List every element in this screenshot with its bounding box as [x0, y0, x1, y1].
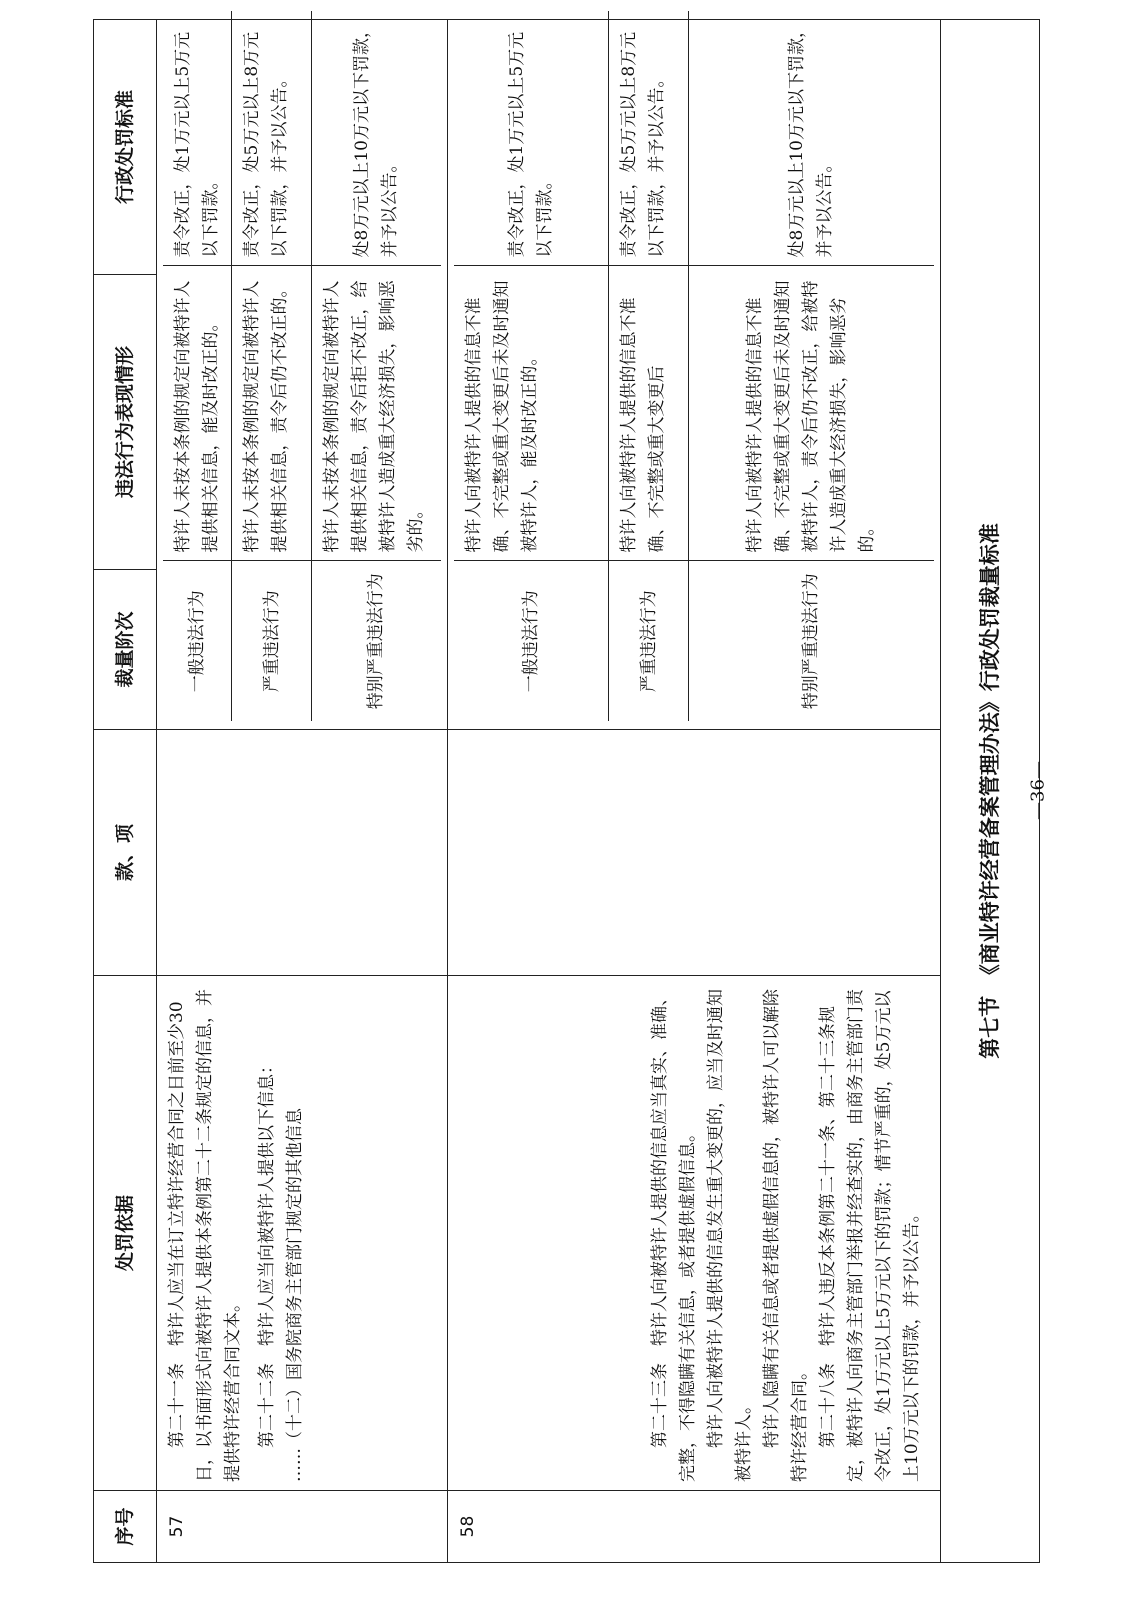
section-row — [940, 20, 1039, 1563]
header-clause: 款、项 — [94, 730, 157, 976]
header-basis: 处罚依据 — [94, 976, 157, 1491]
level-label: 严重违法行为 — [609, 561, 689, 721]
basis-paragraph: 第二十二条 特许人应当向被特许人提供以下信息： — [257, 1057, 277, 1448]
section-title: 第七节 《商业特许经营备案管理办法》行政处罚裁量标准 — [940, 20, 1039, 1563]
basis-paragraph: ……（十二）国务院商务主管部门规定的其他信息 — [285, 1108, 305, 1482]
level-label: 特别严重违法行为 — [312, 561, 441, 721]
rotated-page — [93, 20, 1003, 1563]
standard-text: 责令改正，处1万元以上5万元以下罚款。 — [454, 11, 609, 266]
table-row — [157, 20, 448, 1563]
basis-paragraph: 特许人向被特许人提供的信息发生重大变更的，应当及时通知被特许人。 — [705, 989, 754, 1482]
basis-paragraph: 特许人隐瞒有关信息或者提供虚假信息的，被特许人可以解除特许经营合同。 — [761, 989, 810, 1482]
page-number: —36— — [1027, 761, 1049, 820]
sub-grid — [447, 20, 940, 730]
standard-text: 责令改正，处1万元以上5万元以下罚款。 — [163, 11, 232, 266]
standard-text: 责令改正，处5万元以上8万元以下罚款，并予以公告。 — [232, 11, 312, 266]
level-subtable — [454, 11, 934, 721]
sub-grid — [157, 20, 448, 730]
situation-text: 特许人向被特许人提供的信息不准确、不完整或重大变更后未及时通知被特许人，责令后仍不改正，给被特许人造成重大经济损失，影响恶劣的。 — [689, 266, 934, 561]
situation-text: 特许人向被特许人提供的信息不准确、不完整或重大变更后 — [609, 266, 689, 561]
level-row — [689, 11, 934, 721]
level-label: 特别严重违法行为 — [689, 561, 934, 721]
row-number: 58 — [447, 1491, 940, 1563]
basis-paragraph: 第二十三条 特许人向被特许人提供的信息应当真实、准确、完整，不得隐瞒有关信息，或者提供虚假信息。 — [649, 989, 698, 1482]
level-label: 一般违法行为 — [454, 561, 609, 721]
penalty-table — [93, 19, 1040, 1563]
standard-text: 处8万元以上10万元以下罚款，并予以公告。 — [312, 11, 441, 266]
level-label: 严重违法行为 — [232, 561, 312, 721]
level-subtable — [163, 11, 441, 721]
row-number: 57 — [157, 1491, 448, 1563]
standard-text: 责令改正，处5万元以上8万元以下罚款，并予以公告。 — [609, 11, 689, 266]
penalty-basis — [447, 976, 940, 1491]
situation-text: 特许人未按本条例的规定向被特许人提供相关信息，责令后仍不改正的。 — [232, 266, 312, 561]
standard-text: 处8万元以上10万元以下罚款，并予以公告。 — [689, 11, 934, 266]
basis-paragraph: 第二十一条 特许人应当在订立特许经营合同之日前至少30日，以书面形式向被特许人提供本条例第二十二条规定的信息，并提供特许经营合同文本。 — [167, 989, 243, 1482]
header-no: 序号 — [94, 1491, 157, 1563]
header-standard: 行政处罚标准 — [94, 20, 157, 275]
level-row — [163, 11, 232, 721]
level-row — [312, 11, 441, 721]
level-row — [232, 11, 312, 721]
situation-text: 特许人向被特许人提供的信息不准确、不完整或重大变更后未及时通知被特许人，能及时改正的。 — [454, 266, 609, 561]
basis-paragraph: 第二十八条 特许人违反本条例第二十一条、第二十三条规定，被特许人向商务主管部门举报并经查实的，由商务主管部门责令改正，处1万元以上5万元以下的罚款；情节严重的，处5万元以上10万元以下的罚款，并予以公告。 — [817, 989, 922, 1482]
header-row — [94, 20, 157, 1563]
level-row — [609, 11, 689, 721]
header-situation: 违法行为表现情形 — [94, 275, 157, 570]
situation-text: 特许人未按本条例的规定向被特许人提供相关信息，责令后拒不改正，给被特许人造成重大经济损失，影响恶劣的。 — [312, 266, 441, 561]
penalty-basis — [157, 976, 448, 1491]
situation-text: 特许人未按本条例的规定向被特许人提供相关信息，能及时改正的。 — [163, 266, 232, 561]
level-row — [454, 11, 609, 721]
level-label: 一般违法行为 — [163, 561, 232, 721]
clause-cell — [157, 730, 448, 976]
clause-cell — [447, 730, 940, 976]
header-level: 裁量阶次 — [94, 570, 157, 730]
table-row — [447, 20, 940, 1563]
